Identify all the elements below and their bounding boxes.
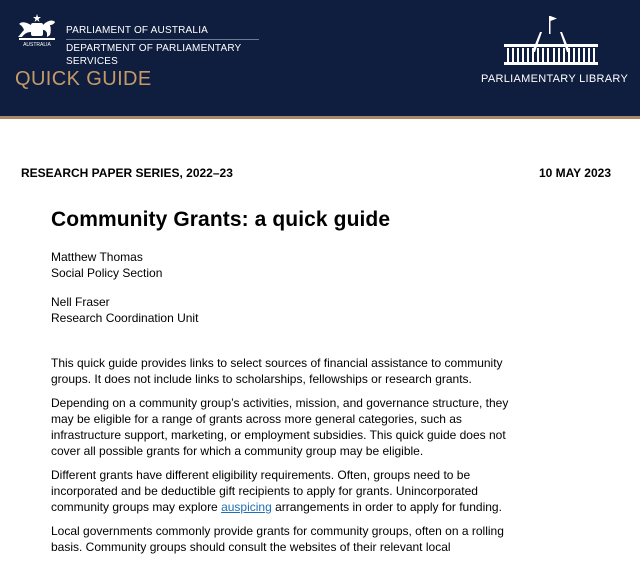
author-unit: Research Coordination Unit bbox=[51, 311, 199, 325]
parliamentary-library-label: PARLIAMENTARY LIBRARY bbox=[481, 73, 629, 85]
author-name: Matthew Thomas bbox=[51, 250, 143, 264]
paragraph-local-government: Local governments commonly provide grants for community groups, often on a rolling basis. Community groups should consult the websites of their relevant local bbox=[51, 524, 504, 554]
paragraph-requirements bbox=[51, 467, 521, 515]
auspicing-link[interactable]: auspicing bbox=[221, 500, 272, 514]
author-list bbox=[51, 249, 198, 326]
org-line-department: DEPARTMENT OF PARLIAMENTARY SERVICES bbox=[66, 39, 259, 68]
body-text bbox=[51, 355, 521, 563]
parliament-house-icon bbox=[502, 14, 600, 68]
publication-date: 10 MAY 2023 bbox=[538, 166, 611, 180]
paragraph-eligibility: Depending on a community group’s activities, mission, and governance structure, they may be eligible for a range of grants across more general categories, such as infrastructure support, marketing, or employment subsidies. This quick guide does not cover all possible grants for which a community group may be eligible. bbox=[51, 396, 509, 458]
banner-divider bbox=[0, 116, 640, 119]
org-line-parliament: PARLIAMENT OF AUSTRALIA bbox=[66, 25, 209, 36]
header-banner bbox=[0, 0, 640, 116]
author-name: Nell Fraser bbox=[51, 295, 110, 309]
paragraph-text: Different grants have different eligibility requirements. Often, groups need to be incorporated and be deductible gift recipients to apply for grants. Unincorporated community groups may explore bbox=[51, 468, 478, 514]
paragraph-intro: This quick guide provides links to select sources of financial assistance to community groups. It does not include links to scholarships, fellowships or research grants. bbox=[51, 356, 503, 386]
page-title: Community Grants: a quick guide bbox=[51, 208, 391, 231]
paragraph-text: arrangements in order to apply for funding. bbox=[271, 500, 502, 514]
author-unit: Social Policy Section bbox=[51, 266, 163, 280]
series-label: RESEARCH PAPER SERIES, 2022–23 bbox=[21, 166, 233, 180]
crest-text: AUSTRALIA bbox=[23, 42, 51, 48]
coat-of-arms-icon bbox=[14, 13, 60, 49]
org-name-block bbox=[66, 24, 259, 68]
quick-guide-label: QUICK GUIDE bbox=[15, 68, 152, 90]
